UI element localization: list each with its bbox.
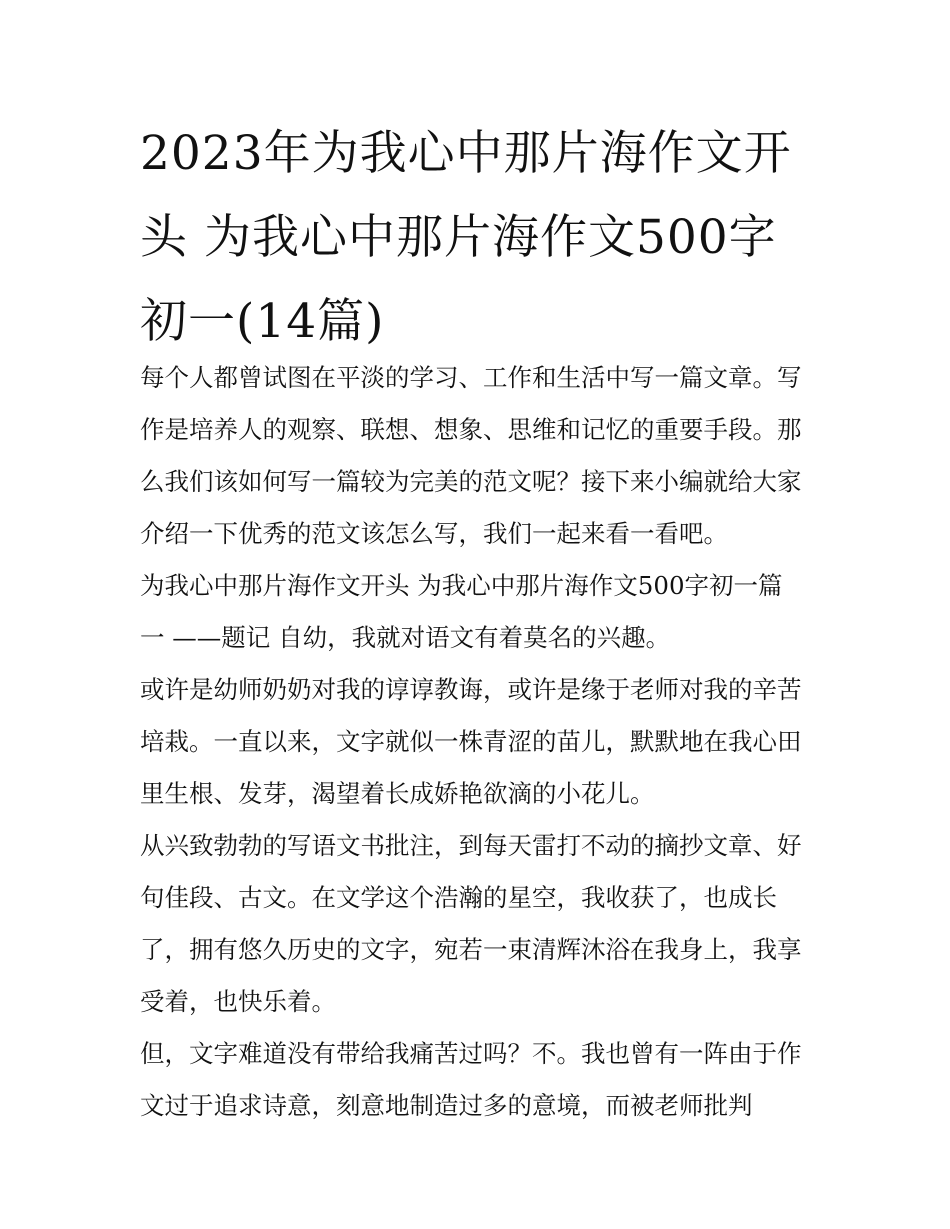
body-line: 为我心中那片海作文开头 为我心中那片海作文500字初一篇 [140,571,783,600]
body-line: 一 ——题记 自幼，我就对语文有着莫名的兴趣。 [140,623,671,652]
body-line: 介绍一下优秀的范文该怎么写，我们一起来看一看吧。 [140,519,728,548]
body-line: 但，文字难道没有带给我痛苦过吗？不。我也曾有一阵由于作 [140,1039,802,1068]
body-line: 了，拥有悠久历史的文字，宛若一束清辉沐浴在我身上，我享 [140,935,802,964]
title-line: 2023年为我心中那片海作文开 [140,126,792,181]
body-line: 里生根、发芽，渴望着长成娇艳欲滴的小花儿。 [140,779,655,808]
body-line: 或许是幼师奶奶对我的谆谆教诲，或许是缘于老师对我的辛苦 [140,675,802,704]
title-line: 初一(14篇) [140,294,385,349]
body-line: 培栽。一直以来，文字就似一株青涩的苗儿，默默地在我心田 [140,727,802,756]
body-line: 文过于追求诗意，刻意地制造过多的意境，而被老师批判 [140,1091,753,1120]
title-line: 头 为我心中那片海作文500字 [140,210,777,265]
body-line: 句佳段、古文。在文学这个浩瀚的星空，我收获了，也成长 [140,883,777,912]
body-line: 每个人都曾试图在平淡的学习、工作和生活中写一篇文章。写 [140,363,802,392]
body-line: 从兴致勃勃的写语文书批注，到每天雷打不动的摘抄文章、好 [140,831,802,860]
body-line: 么我们该如何写一篇较为完美的范文呢？接下来小编就给大家 [140,467,802,496]
document-body [140,352,830,1132]
body-line: 作是培养人的观察、联想、想象、思维和记忆的重要手段。那 [140,415,802,444]
document-title [140,112,820,364]
body-line: 受着，也快乐着。 [140,987,336,1016]
